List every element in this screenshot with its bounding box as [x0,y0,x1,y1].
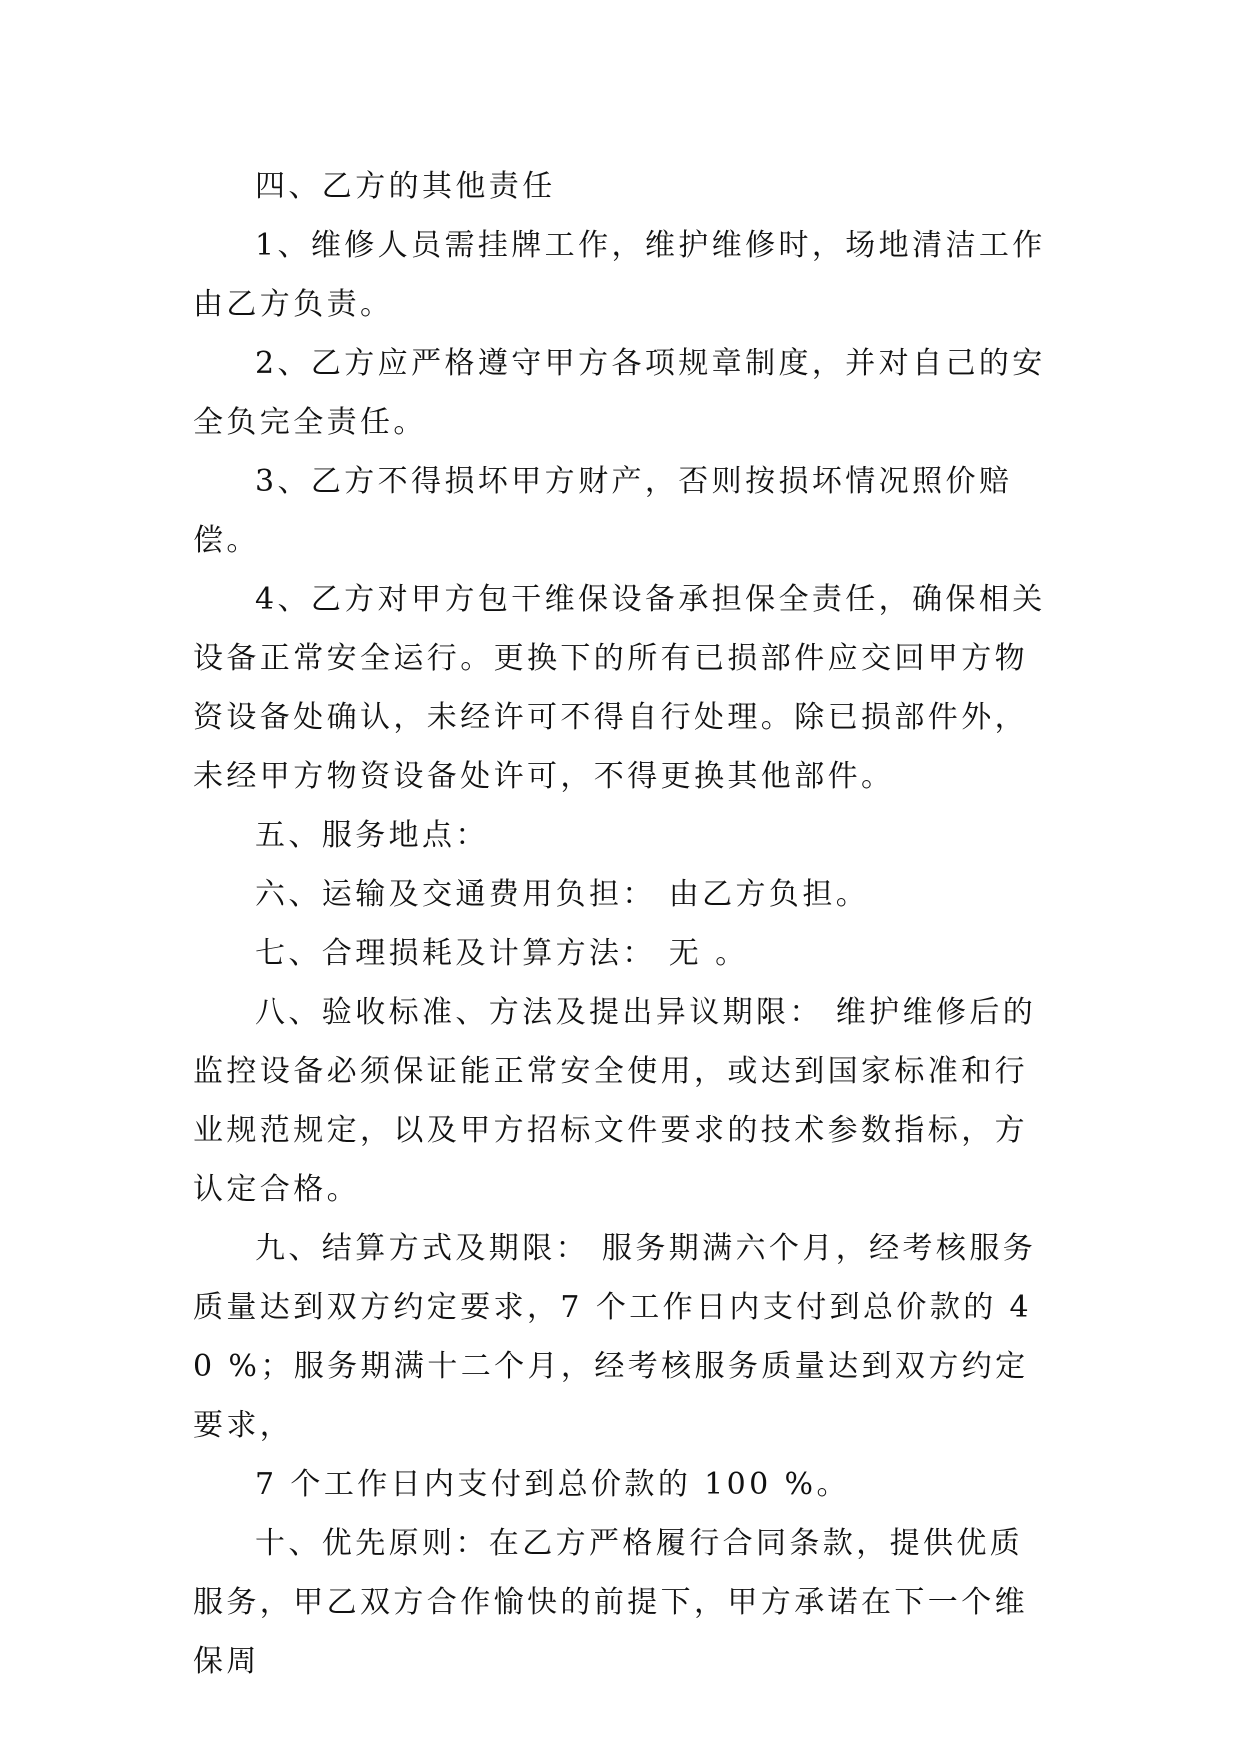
settlement-final-payment: 7 个工作日内支付到总价款的 100 %。 [255,1467,850,1502]
section-reasonable-loss: 七、合理损耗及计算方法： 无 。 [255,936,749,971]
clause-4-equipment-responsibility: 4、乙方对甲方包干维保设备承担保全责任，确保相关设备正常安全运行。更换下的所有已损部件应交回甲方物资设备处确认，未经许可不得自行处理。除已损部件外，未经甲方物资设备处许可，不得更换其他部件。 [193,582,1046,794]
document-page [193,157,1053,1691]
section-acceptance-standards: 八、验收标准、方法及提出异议期限： 维护维修后的监控设备必须保证能正常安全使用，或达到国家标准和行业规范规定，以及甲方招标文件要求的技术参数指标，方认定合格。 [193,995,1037,1207]
clause-2-rules-compliance: 2、乙方应严格遵守甲方各项规章制度，并对自己的安全负完全责任。 [193,346,1046,440]
clause-1-maintenance-staff: 1、维修人员需挂牌工作，维护维修时，场地清洁工作由乙方负责。 [193,228,1046,322]
section-service-location: 五、服务地点： [255,818,489,853]
clause-3-property-damage: 3、乙方不得损坏甲方财产，否则按损坏情况照价赔偿。 [193,464,1013,558]
section-transport-costs: 六、运输及交通费用负担： 由乙方负担。 [255,877,870,912]
section-priority-principle: 十、优先原则：在乙方严格履行合同条款，提供优质服务，甲乙双方合作愉快的前提下，甲方承诺在下一个维保周 [193,1526,1028,1679]
section-settlement-method: 九、结算方式及期限： 服务期满六个月，经考核服务质量达到双方约定要求，7 个工作日内支付到总价款的 40 %；服务期满十二个月，经考核服务质量达到双方约定要求， [193,1231,1037,1443]
section-heading-other-responsibilities: 四、乙方的其他责任 [255,169,556,204]
